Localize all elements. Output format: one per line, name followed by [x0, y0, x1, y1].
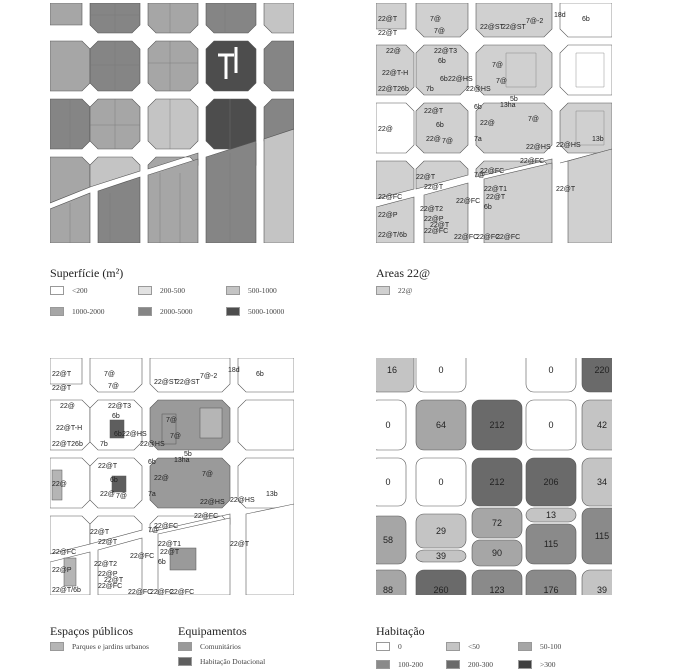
housing-block	[416, 358, 466, 392]
zone-label: 5b	[510, 96, 518, 103]
zone-label: 22@	[480, 120, 495, 127]
habitacao-legend-item	[446, 642, 480, 651]
housing-count: 212	[489, 420, 505, 430]
zone-label: 22@FC	[476, 234, 501, 241]
espacos-legend-swatch	[50, 642, 64, 651]
zone-label: 7@	[166, 417, 177, 424]
zone-label: 22@	[52, 481, 67, 488]
zone-label: 22@T	[230, 541, 250, 548]
zone-label: 22@	[100, 491, 115, 498]
housing-count: 176	[543, 585, 559, 595]
zone-label: 18d	[554, 12, 566, 19]
zone-label: 22@T3	[434, 48, 458, 55]
zone-label: 22@ST	[176, 379, 200, 386]
superficie-legend-swatch	[50, 286, 64, 295]
zone-label: 22@HS	[466, 86, 491, 93]
superficie-legend-item	[50, 307, 105, 316]
habitacao-legend-label: 0	[398, 642, 402, 651]
zone-label: 22@T	[378, 30, 398, 37]
zone-label: 22@T	[160, 549, 180, 556]
espacos-legend-label: Parques e jardins urbanos	[72, 642, 149, 651]
zone-label: 22@ST	[502, 24, 526, 31]
zone-label: 22@FC	[454, 234, 479, 241]
zone-label: 6b	[440, 76, 448, 83]
housing-count: 0	[385, 477, 391, 487]
zone-label: 7@-2	[200, 373, 218, 380]
habitacao-legend-swatch	[376, 642, 390, 651]
superficie-legend-swatch	[226, 307, 240, 316]
housing-count: 206	[543, 477, 559, 487]
housing-block	[526, 358, 576, 392]
zone-label: 6b	[582, 16, 590, 23]
housing-count: 0	[548, 420, 554, 430]
habitacao-title: Habitação	[376, 624, 425, 638]
housing-count: 260	[433, 585, 449, 595]
zone-label: 22@T/6b	[378, 232, 407, 239]
habitacao-legend-label: 200-300	[468, 660, 493, 669]
zone-label: 13b	[266, 491, 278, 498]
superficie-legend-label: 1000-2000	[72, 307, 105, 316]
areas-22-map	[376, 3, 612, 243]
superficie-legend-label: 5000-10000	[248, 307, 285, 316]
zone-label: 22@T	[52, 371, 72, 378]
zone-label: 22@HS	[200, 499, 225, 506]
equipamentos-legend-swatch	[178, 657, 192, 666]
zone-label: 22@	[60, 403, 75, 410]
zone-label: 6b	[474, 104, 482, 111]
housing-count: 64	[435, 420, 447, 430]
zone-label: 22@P	[52, 567, 72, 574]
zone-label: 7b	[426, 86, 434, 93]
zone-label: 22@HS	[140, 441, 165, 448]
zone-label: 22@HS	[556, 142, 581, 149]
zone-label: 22@T	[416, 174, 436, 181]
zone-label: 22@T	[98, 539, 118, 546]
housing-count: 72	[491, 518, 503, 528]
habitacao-legend-swatch	[376, 660, 390, 669]
zone-label: 6b	[114, 431, 122, 438]
zone-label: 22@P	[424, 216, 444, 223]
housing-count: 58	[382, 535, 394, 545]
habitacao-map	[376, 358, 612, 595]
zone-label: 7@	[496, 78, 507, 85]
zone-label: 13b	[592, 136, 604, 143]
areas-22-legend-swatch	[376, 286, 390, 295]
equipamentos-legend-label: Comunitários	[200, 642, 241, 651]
habitacao-legend-swatch	[518, 660, 532, 669]
housing-block	[376, 358, 414, 392]
housing-block	[376, 400, 406, 450]
zone-label: 22@P	[98, 571, 118, 578]
zone-label: 7@	[434, 28, 445, 35]
housing-count: 39	[435, 551, 447, 561]
zone-label: 22@	[378, 126, 393, 133]
zone-label: 22@FC	[194, 513, 219, 520]
areas-22-legend-label: 22@	[398, 286, 413, 295]
housing-count: 42	[596, 420, 608, 430]
habitacao-legend-swatch	[446, 642, 460, 651]
superficie-legend-swatch	[138, 307, 152, 316]
superficie-legend-item	[138, 307, 193, 316]
habitacao-legend-item	[518, 642, 561, 651]
housing-count: 123	[489, 585, 505, 595]
superficie-map	[50, 3, 294, 243]
zone-label: 7@	[442, 138, 453, 145]
superficie-legend-item	[50, 286, 87, 295]
zone-label: 22@HS	[448, 76, 473, 83]
zone-label: 22@T26b	[52, 441, 83, 448]
zone-label: 7@	[474, 172, 485, 179]
equipamentos-legend-item	[178, 657, 265, 666]
housing-count: 115	[543, 539, 559, 549]
zone-label: 22@FC	[98, 583, 123, 590]
zone-label: 6b	[436, 122, 444, 129]
zone-label: 22@T1	[484, 186, 508, 193]
zone-label: 13ha	[500, 102, 516, 109]
zone-label: 6b	[112, 413, 120, 420]
housing-count: 13	[545, 510, 557, 520]
housing-count: 39	[596, 585, 608, 595]
zone-label: 22@T1	[158, 541, 182, 548]
zone-label: 7@	[492, 62, 503, 69]
zone-label: 22@FC	[52, 549, 77, 556]
zone-label: 7@	[148, 527, 159, 534]
housing-count: 90	[491, 548, 503, 558]
housing-block	[376, 458, 406, 506]
zone-label: 22@T	[424, 184, 444, 191]
habitacao-legend-label: <50	[468, 642, 480, 651]
habitacao-legend-swatch	[446, 660, 460, 669]
zone-label: 7@	[104, 371, 115, 378]
superficie-legend-label: 500-1000	[248, 286, 277, 295]
espacos-legend-item	[50, 642, 149, 651]
zone-label: 22@T	[556, 186, 576, 193]
habitacao-legend-item	[518, 660, 555, 669]
zone-label: 22@T	[104, 577, 124, 584]
equipamentos-legend-swatch	[178, 642, 192, 651]
areas-22-title: Areas 22@	[376, 266, 431, 280]
zone-label: 7a	[474, 136, 482, 143]
housing-count: 16	[386, 365, 398, 375]
equipamentos-legend-item	[178, 642, 241, 651]
housing-count: 34	[596, 477, 608, 487]
zone-label: 22@T	[52, 385, 72, 392]
zone-label: 22@T-H	[56, 425, 83, 432]
zone-label: 6b	[110, 477, 118, 484]
zone-label: 18d	[228, 367, 240, 374]
areas-22-legend-item	[376, 286, 412, 295]
zone-label: 22@HS	[230, 497, 255, 504]
zone-label: 22@HS	[122, 431, 147, 438]
zone-label: 7@-2	[526, 18, 544, 25]
zone-label: 7@	[528, 116, 539, 123]
superficie-legend-item	[226, 286, 277, 295]
espacos-publicos-title: Espaços públicos	[50, 624, 133, 638]
zone-label: 7b	[100, 441, 108, 448]
zone-label: 7@	[202, 471, 213, 478]
superficie-legend-swatch	[226, 286, 240, 295]
zone-label: 7@	[108, 383, 119, 390]
zone-label: 22@T2	[94, 561, 118, 568]
zone-label: 22@T	[98, 463, 118, 470]
zone-label: 22@FC	[480, 168, 505, 175]
zone-label: 22@HS	[526, 144, 551, 151]
housing-count: 0	[438, 477, 444, 487]
habitacao-legend-swatch	[518, 642, 532, 651]
zone-label: 22@	[426, 136, 441, 143]
superficie-legend-label: 200-500	[160, 286, 185, 295]
zone-label: 7@	[116, 493, 127, 500]
zone-label: 22@T/6b	[52, 587, 81, 594]
superficie-legend-label: 2000-5000	[160, 307, 193, 316]
superficie-legend-swatch	[50, 307, 64, 316]
zone-label: 22@ST	[154, 379, 178, 386]
zone-label: 22@FC	[456, 198, 481, 205]
habitacao-legend-label: 100-200	[398, 660, 423, 669]
housing-count: 0	[548, 365, 554, 375]
zone-label: 22@FC	[496, 234, 521, 241]
zone-label: 6b	[484, 204, 492, 211]
zone-label: 22@T	[90, 529, 110, 536]
zone-label: 6b	[438, 58, 446, 65]
zone-label: 22@T2	[420, 206, 444, 213]
zone-label: 22@FC	[424, 228, 449, 235]
habitacao-legend-item	[376, 660, 423, 669]
zone-label: 22@	[386, 48, 401, 55]
zone-label: 22@ST	[480, 24, 504, 31]
equipamentos-map	[50, 358, 294, 595]
housing-count: 212	[489, 477, 505, 487]
zone-label: 7a	[148, 491, 156, 498]
habitacao-legend-item	[446, 660, 493, 669]
superficie-legend-swatch	[138, 286, 152, 295]
zone-label: 22@	[154, 475, 169, 482]
zone-label: 5b	[184, 451, 192, 458]
zone-label: 13ha	[174, 457, 190, 464]
housing-count: 88	[382, 585, 394, 595]
housing-block	[582, 358, 612, 392]
zone-label: 22@T3	[108, 403, 132, 410]
housing-count: 115	[594, 531, 610, 541]
habitacao-legend-label: >300	[540, 660, 556, 669]
zone-label: 22@T	[424, 108, 444, 115]
superficie-legend-label: <200	[72, 286, 88, 295]
zone-label: 22@T	[430, 222, 450, 229]
superficie-legend-item	[138, 286, 185, 295]
superficie-title: Superfície (m²)	[50, 266, 124, 280]
zone-label: 22@FC	[170, 589, 195, 595]
zone-label: 22@FC	[128, 589, 153, 595]
equipamentos-legend-label: Habitação Dotacional	[200, 657, 266, 666]
zone-label: 6b	[148, 459, 156, 466]
housing-count: 0	[438, 365, 444, 375]
zone-label: 7@	[170, 433, 181, 440]
housing-count: 220	[594, 365, 610, 375]
equipamentos-title: Equipamentos	[178, 624, 247, 638]
zone-label: 22@T-H	[382, 70, 409, 77]
zone-label: 7@	[430, 16, 441, 23]
zone-label: 22@T26b	[378, 86, 409, 93]
housing-count: 29	[435, 526, 447, 536]
zone-label: 22@FC	[150, 589, 175, 595]
habitacao-legend-label: 50-100	[540, 642, 562, 651]
zone-label: 22@P	[378, 212, 398, 219]
habitacao-legend-item	[376, 642, 402, 651]
zone-label: 22@T	[486, 194, 506, 201]
zone-label: 6b	[158, 559, 166, 566]
zone-label: 6b	[256, 371, 264, 378]
zone-label: 22@FC	[154, 523, 179, 530]
housing-count: 0	[385, 420, 391, 430]
zone-label: 22@FC	[520, 158, 545, 165]
superficie-legend-item	[226, 307, 284, 316]
zone-label: 22@FC	[130, 553, 155, 560]
zone-label: 22@FC	[378, 194, 403, 201]
zone-label: 22@T	[378, 16, 398, 23]
